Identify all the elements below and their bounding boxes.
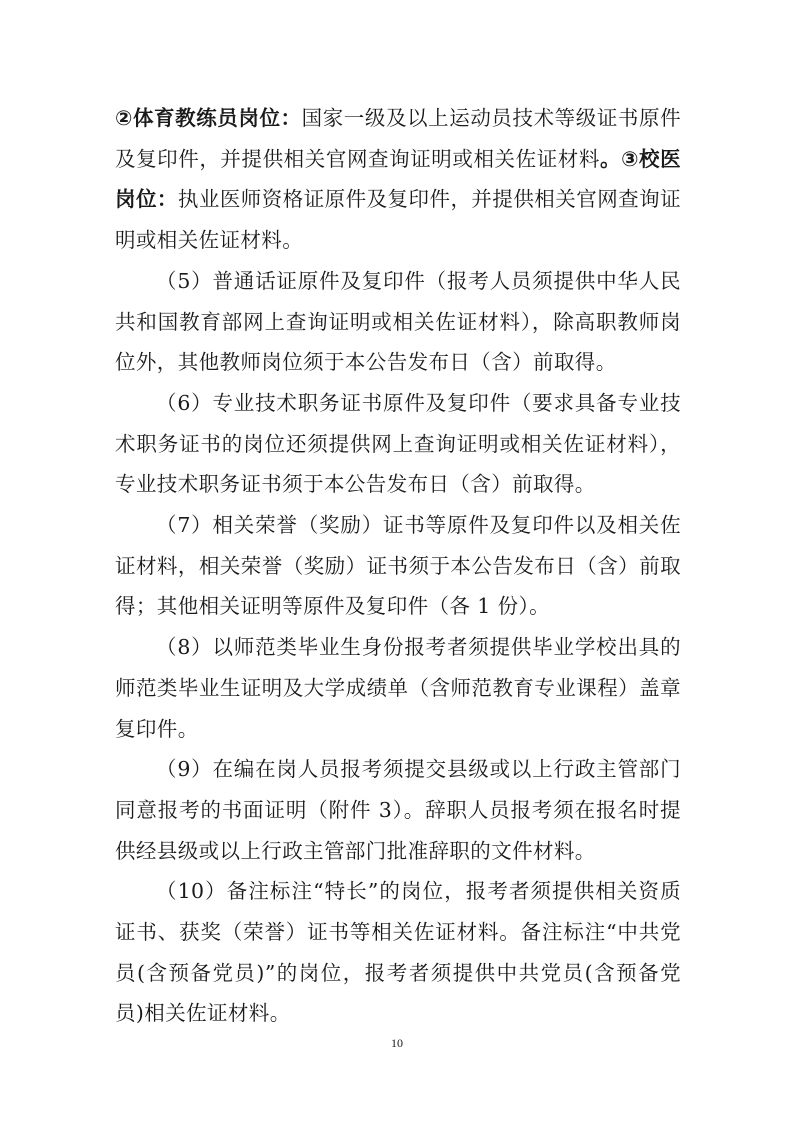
document-body	[115, 98, 681, 1034]
paragraph-item-5: （5）普通话证原件及复印件（报考人员须提供中华人民共和国教育部网上查询证明或相关佐证材料），除高职教师岗位外，其他教师岗位须于本公告发布日（含）前取得。	[115, 268, 681, 375]
coach-post-text: 国家一级及以上运动员技术等级证书原件及复印件，并提供相关官网查询证明或相关佐证材料	[115, 106, 681, 171]
doctor-post-heading: 。③校医岗位：	[115, 146, 681, 212]
page-number: 10	[391, 1036, 403, 1050]
paragraph-item-8: （8）以师范类毕业生身份报考者须提供毕业学校出具的师范类毕业生证明及大学成绩单（含师范教育专业课程）盖章复印件。	[115, 635, 681, 741]
coach-post-heading: ②体育教练员岗位：	[115, 106, 302, 130]
doctor-post-text: 执业医师资格证原件及复印件，并提供相关官网查询证明或相关佐证材料。	[115, 187, 681, 253]
paragraph-post-requirements	[115, 98, 681, 261]
paragraph-item-10: （10）备注标注“特长”的岗位，报考者须提供相关资质证书、获奖（荣誉）证书等相关佐证材料。备注标注“中共党员(含预备党员)”的岗位，报考者须提供中共党员(含预备党员)相关佐证材料。	[115, 879, 681, 1026]
paragraph-item-9: （9）在编在岗人员报考须提交县级或以上行政主管部门同意报考的书面证明（附件 3）。辞职人员报考须在报名时提供经县级或以上行政主管部门批准辞职的文件材料。	[115, 757, 681, 863]
paragraph-item-7: （7）相关荣誉（奖励）证书等原件及复印件以及相关佐证材料，相关荣誉（奖励）证书须于本公告发布日（含）前取得；其他相关证明等原件及复印件（各 1 份）。	[115, 513, 681, 619]
paragraph-item-6: （6）专业技术职务证书原件及复印件（要求具备专业技术职务证书的岗位还须提供网上查询证明或相关佐证材料），专业技术职务证书须于本公告发布日（含）前取得。	[115, 390, 681, 497]
